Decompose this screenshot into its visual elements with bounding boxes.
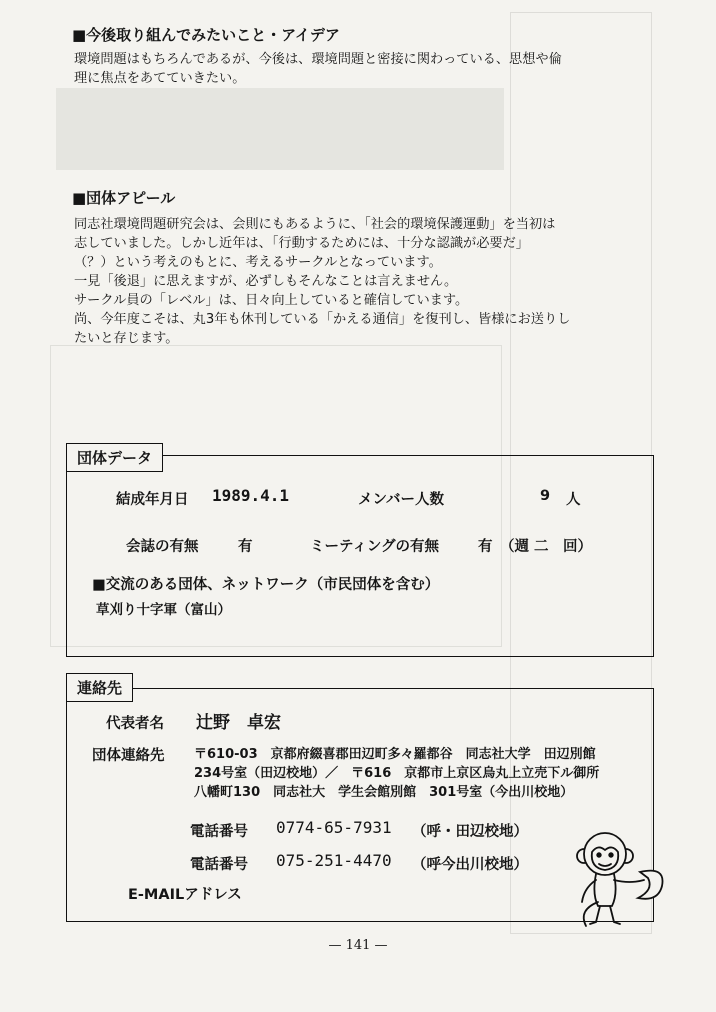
appeal-line: （？）という考えのもとに、考えるサークルとなっています。 <box>74 255 442 270</box>
group-data-tab: 団体データ <box>66 443 163 472</box>
contact-tab: 連絡先 <box>66 673 133 702</box>
appeal-line: 同志社環境問題研究会は、会則にもあるように、「社会的環境保護運動」を当初は <box>74 217 556 232</box>
ideas-line: 環境問題はもちろんであるが、今後は、環境問題と密接に関わっている、思想や倫 <box>74 52 562 67</box>
phone1-note: （呼・田辺校地） <box>412 824 528 840</box>
network-heading: ■交流のある団体、ネットワーク（市民団体を含む） <box>92 577 440 593</box>
phone1-label: 電話番号 <box>190 824 248 840</box>
appeal-heading: ■団体アピール <box>72 189 176 207</box>
bulletin-label: 会誌の有無 <box>126 539 199 555</box>
ideas-line: 理に焦点をあてていきたい。 <box>74 71 246 86</box>
phone2-note: （呼今出川校地） <box>412 857 528 873</box>
appeal-line: 尚、今年度こそは、丸3年も休刊している「かえる通信」を復刊し、皆様にお送りし <box>74 312 571 327</box>
monkey-illustration <box>574 822 670 932</box>
phone1-value: 0774-65-7931 <box>276 818 392 837</box>
meeting-frequency: （週 二 回） <box>500 539 593 555</box>
group-data-box <box>66 455 654 657</box>
founded-value: 1989.4.1 <box>212 486 290 505</box>
address-label: 団体連絡先 <box>92 748 165 764</box>
bulletin-value: 有 <box>238 539 253 555</box>
founded-label: 結成年月日 <box>116 492 189 508</box>
address-line: 234号室（田辺校地）／ 〒616 京都市上京区烏丸上立売下ル御所 <box>194 766 600 781</box>
ideas-heading: ■今後取り組んでみたいこと・アイデア <box>72 26 340 44</box>
appeal-line: たいと存じます。 <box>74 331 179 346</box>
appeal-line: サークル員の「レベル」は、日々向上していると確信しています。 <box>74 293 469 308</box>
address-line: 八幡町130 同志社大 学生会館別館 301号室（今出川校地） <box>194 785 574 800</box>
members-value: 9 <box>540 488 551 504</box>
page-number: — 141 — <box>328 938 388 953</box>
members-unit: 人 <box>566 492 581 508</box>
phone2-value: 075-251-4470 <box>276 851 392 870</box>
appeal-line: 志していました。しかし近年は、「行動するためには、十分な認識が必要だ」 <box>74 236 529 251</box>
meeting-label: ミーティングの有無 <box>310 539 440 555</box>
representative-label: 代表者名 <box>106 716 164 732</box>
appeal-line: 一見「後退」に思えますが、必ずしもそんなことは言えません。 <box>74 274 458 289</box>
bleed-through-band <box>56 88 504 170</box>
phone2-label: 電話番号 <box>190 857 248 873</box>
email-label: E-MAILアドレス <box>128 887 242 903</box>
meeting-value: 有 <box>478 539 493 555</box>
representative-name: 辻野 卓宏 <box>196 713 281 733</box>
network-value: 草刈り十字軍（富山） <box>96 602 231 618</box>
members-label: メンバー人数 <box>358 492 444 508</box>
address-line: 〒610-03 京都府綴喜郡田辺町多々羅都谷 同志社大学 田辺別館 <box>194 747 596 762</box>
